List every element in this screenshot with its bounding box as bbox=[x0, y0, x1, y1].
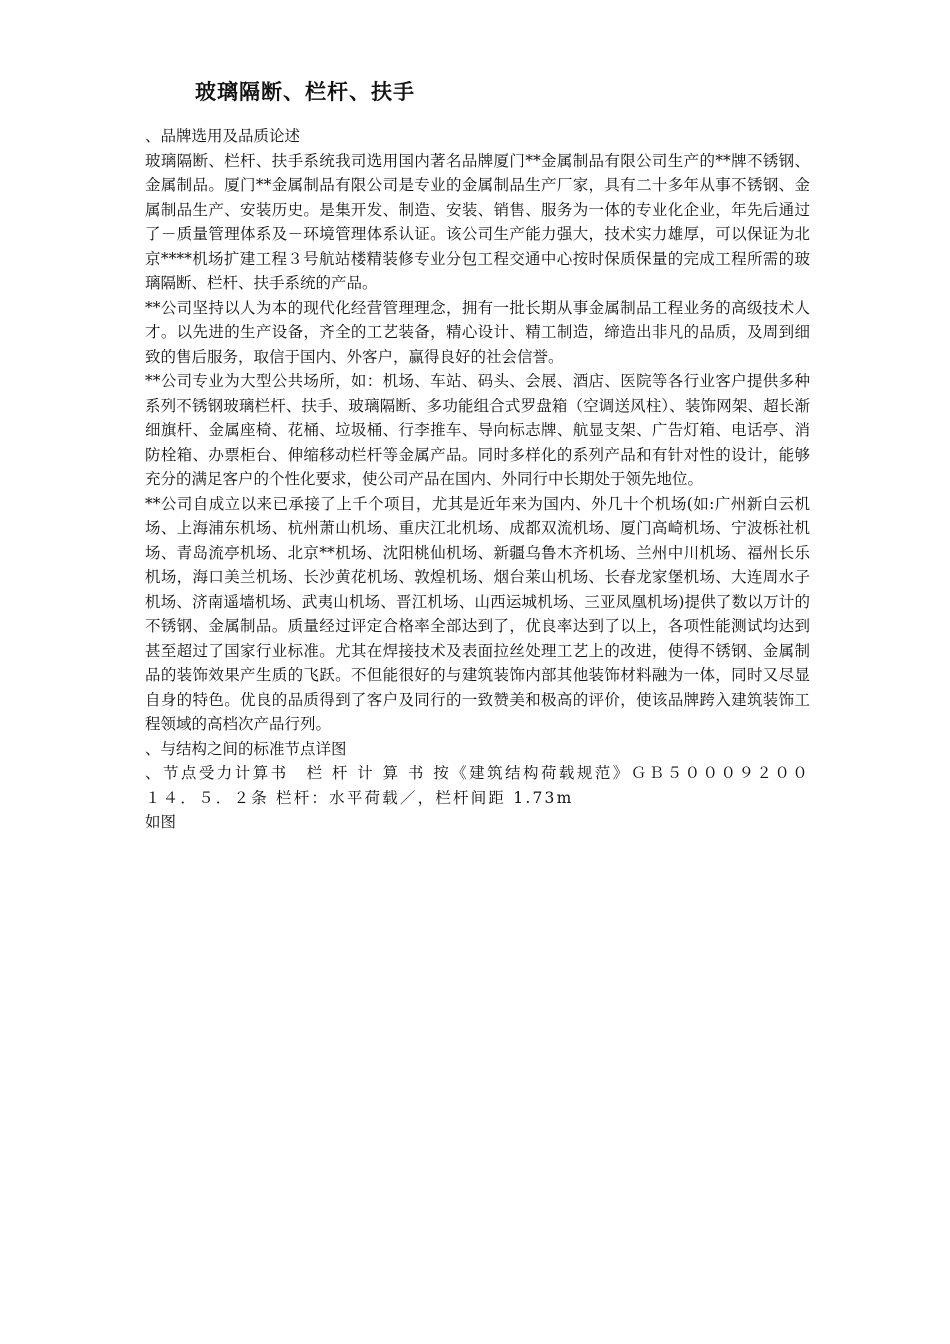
paragraph-products: **公司专业为大型公共场所，如：机场、车站、码头、会展、酒店、医院等各行业客户提供多种系列不锈钢玻璃栏杆、扶手、玻璃隔断、多功能组合式罗盘箱（空调送风柱）、装饰网架、超长渐细旗杆、金属座椅、花桶、垃圾桶、行李推车、导向标志牌、航显支架、广告灯箱、电话亭、消防栓箱、办票柜台、伸缩移动栏杆等金属产品。同时多样化的系列产品和有针对性的设计，能够充分的满足客户的个性化要求，使公司产品在国内、外同行中长期处于领先地位。 bbox=[145, 372, 810, 488]
document-body bbox=[145, 124, 810, 835]
paragraph-brand-intro: 玻璃隔断、栏杆、扶手系统我司选用国内著名品牌厦门**金属制品有限公司生产的**牌不锈钢、金属制品。厦门**金属制品有限公司是专业的金属制品生产厂家，具有二十多年从事不锈钢、金属制品生产、安装历史。是集开发、制造、安装、销售、服务为一体的专业化企业，年先后通过了－质量管理体系及－环境管理体系认证。该公司生产能力强大，技术实力雄厚，可以保证为北京****机场扩建工程３号航站楼精装修专业分包工程交通中心按时保质保量的完成工程所需的玻璃隔断、栏杆、扶手系统的产品。 bbox=[145, 151, 810, 292]
section-heading-brand: 、品牌选用及品质论述 bbox=[145, 127, 301, 145]
document-title: 玻璃隔断、栏杆、扶手 bbox=[195, 79, 415, 104]
document-page bbox=[145, 72, 810, 835]
paragraph-projects: **公司自成立以来已承接了上千个项目，尤其是近年来为国内、外几十个机场(如:广州新白云机场、上海浦东机场、杭州萧山机场、重庆江北机场、成都双流机场、厦门高崎机场、宁波栎社机场、青岛流亭机场、北京**机场、沈阳桃仙机场、新疆乌鲁木齐机场、兰州中川机场、福州长乐机场，海口美兰机场、长沙黄花机场、敦煌机场、烟台莱山机场、长春龙家堡机场、大连周水子机场、济南遥墙机场、武夷山机场、晋江机场、山西运城机场、三亚凤凰机场)提供了数以万计的不锈钢、金属制品。质量经过评定合格率全部达到了，优良率达到了以上，各项性能测试均达到甚至超过了国家行业标准。尤其在焊接技术及表面拉丝处理工艺上的改进，使得不锈钢、金属制品的装饰效果产生质的飞跃。不但能很好的与建筑装饰内部其他装饰材料融为一体，同时又尽显自身的特色。优良的品质得到了客户及同行的一致赞美和极高的评价，使该品牌跨入建筑装饰工程领域的高档次产品行列。 bbox=[145, 494, 810, 733]
section-heading-nodes: 、与结构之间的标准节点详图 bbox=[145, 739, 347, 758]
paragraph-see-figure: 如图 bbox=[145, 813, 177, 831]
section-heading-calculation: 、节点受力计算书 栏 杆 计 算 书 按《建筑结构荷载规范》ＧＢ５０００９２００１４．５．２条 栏杆：水平荷载／，栏杆间距 1.73m bbox=[145, 764, 810, 807]
paragraph-management: **公司坚持以人为本的现代化经营管理理念，拥有一批长期从事金属制品工程业务的高级技术人才。以先进的生产设备，齐全的工艺装备，精心设计、精工制造，缔造出非凡的品质，及周到细致的售后服务，取信于国内、外客户，赢得良好的社会信誉。 bbox=[145, 298, 810, 366]
